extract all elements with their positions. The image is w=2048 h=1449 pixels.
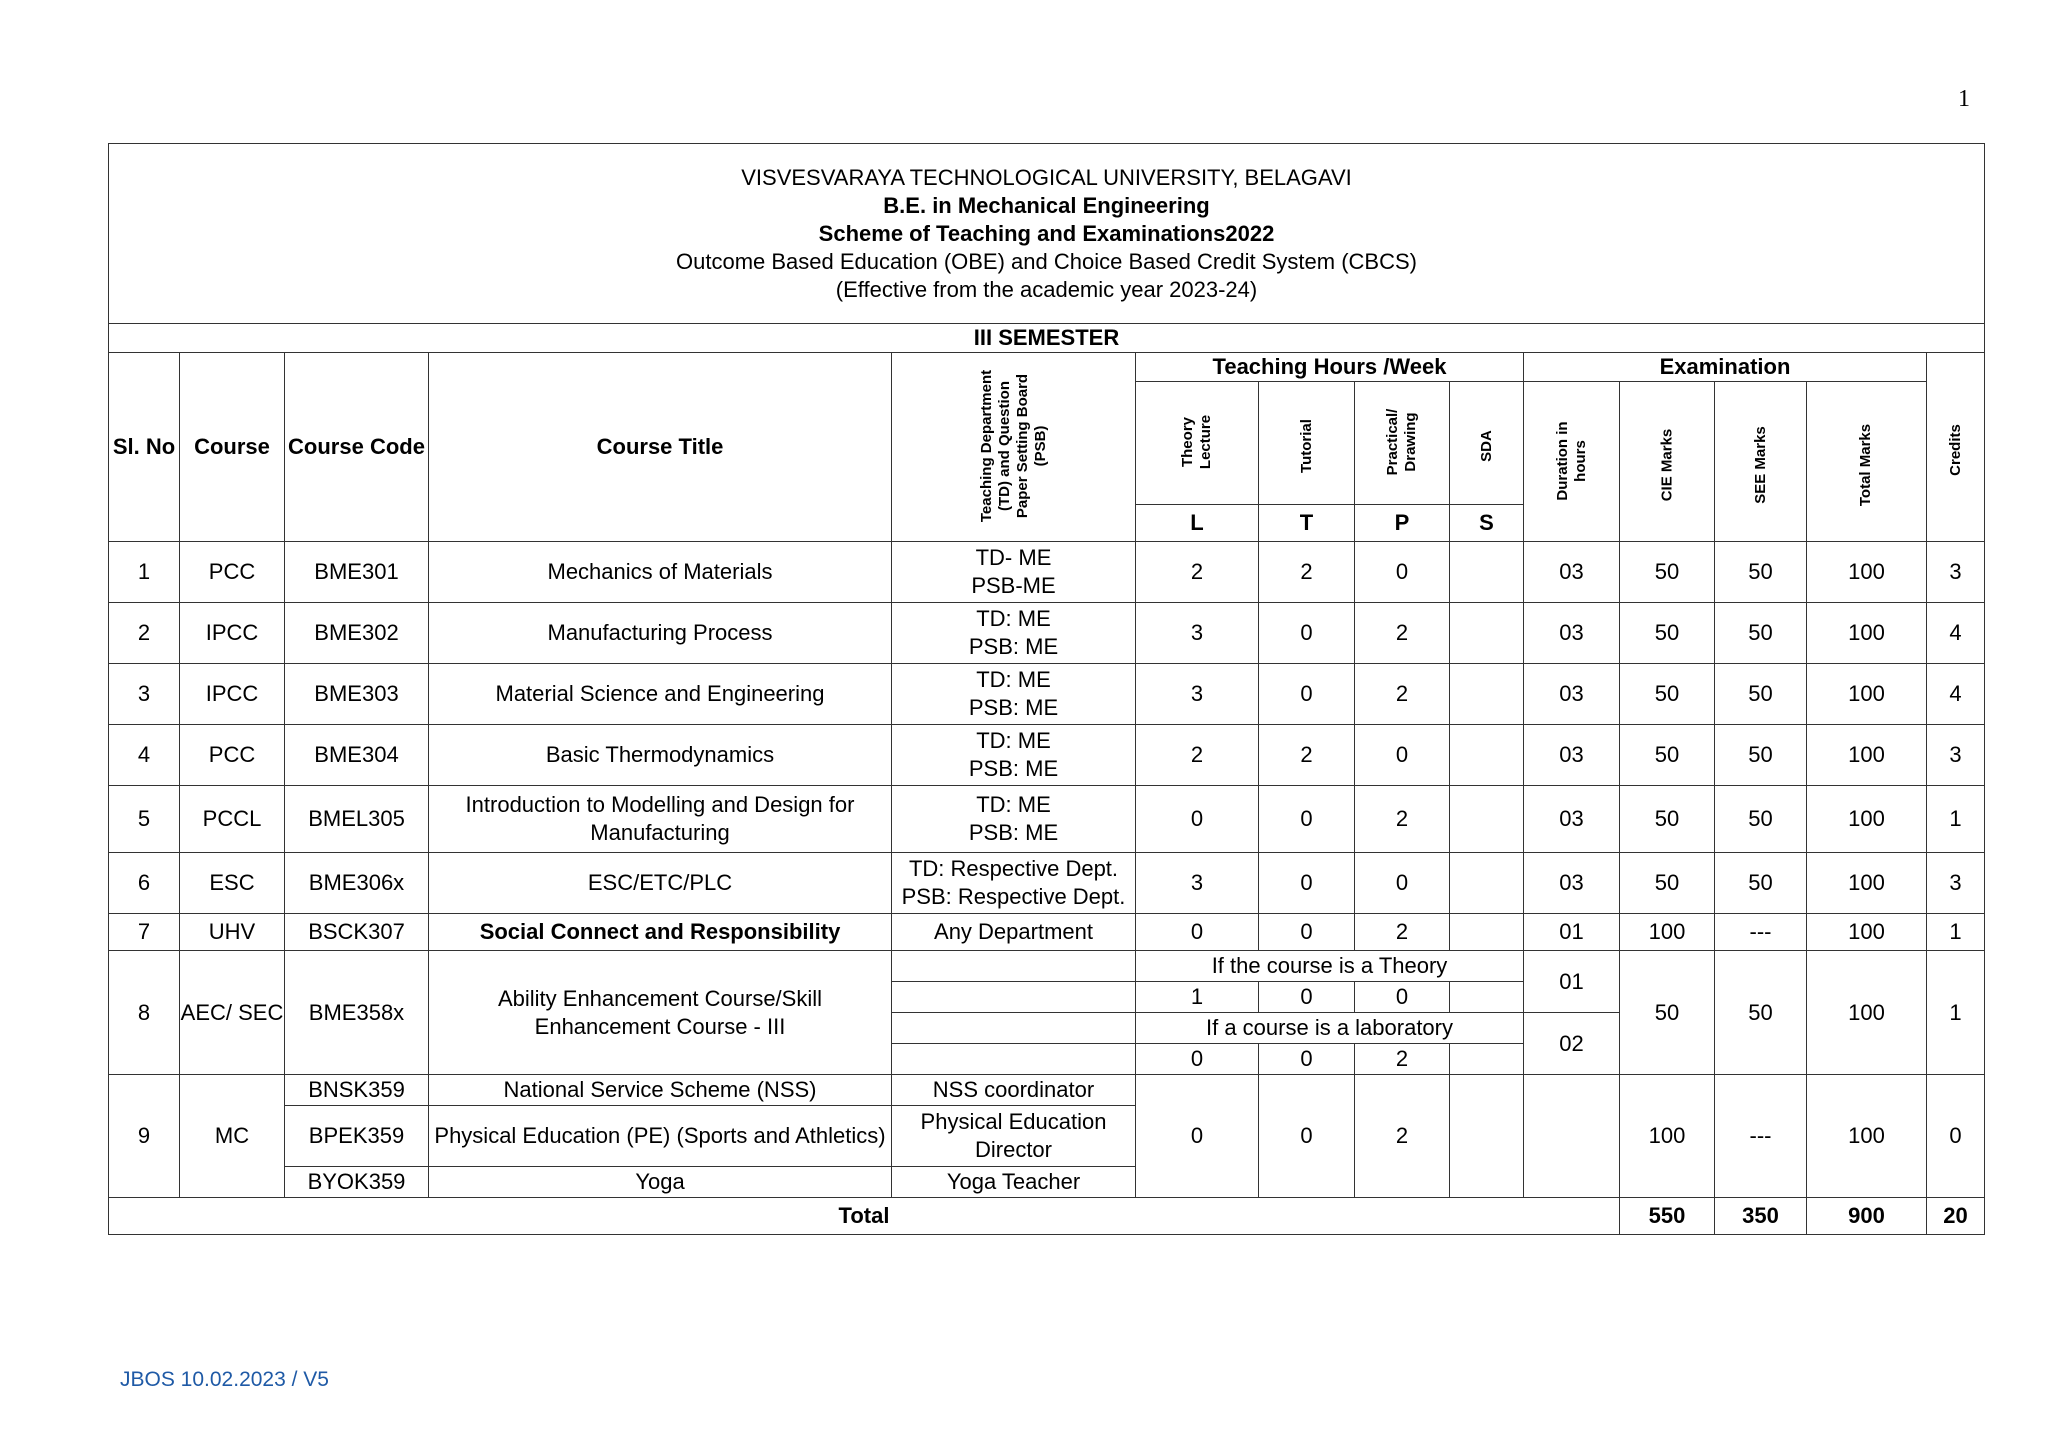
col-cie: CIE Marks — [1620, 382, 1715, 542]
course-code: BME304 — [285, 725, 429, 786]
total-marks: 100 — [1807, 786, 1927, 853]
duration: 03 — [1524, 725, 1620, 786]
course-type: MC — [180, 1075, 285, 1198]
teaching-dept: TD: ME PSB: ME — [892, 603, 1136, 664]
effective-year: (Effective from the academic year 2023-24) — [835, 276, 1258, 302]
hours-S — [1450, 664, 1524, 725]
duration-theory: 01 — [1524, 951, 1620, 1013]
course-title: ESC/ETC/PLC — [429, 853, 892, 914]
table-row — [109, 664, 1985, 725]
cie-marks: 100 — [1620, 1075, 1715, 1198]
teaching-dept: Any Department — [892, 914, 1136, 951]
total-marks: 100 — [1807, 664, 1927, 725]
theory-P: 0 — [1355, 982, 1450, 1013]
course-code: BME306x — [285, 853, 429, 914]
teaching-dept: Yoga Teacher — [892, 1167, 1136, 1198]
col-duration: Duration in hours — [1524, 382, 1620, 542]
hours-S — [1450, 603, 1524, 664]
total-credits: 20 — [1927, 1198, 1985, 1235]
hours-L: 3 — [1136, 664, 1259, 725]
hours-P: 2 — [1355, 603, 1450, 664]
col-tutorial: Tutorial — [1259, 382, 1355, 505]
course-title: Introduction to Modelling and Design for Manufacturing — [429, 786, 892, 853]
lab-note: If a course is a laboratory — [1136, 1013, 1524, 1044]
sl-no: 9 — [109, 1075, 180, 1198]
table-row — [109, 725, 1985, 786]
system-title: Outcome Based Education (OBE) and Choice Based Credit System (CBCS) — [676, 248, 1417, 274]
total-marks-sum: 900 — [1807, 1198, 1927, 1235]
col-course-title: Course Title — [429, 353, 892, 542]
credits: 0 — [1927, 1075, 1985, 1198]
hours-L: 0 — [1136, 786, 1259, 853]
teaching-dept: TD- ME PSB-ME — [892, 542, 1136, 603]
hours-S — [1450, 914, 1524, 951]
table-row — [109, 1075, 1985, 1106]
total-cie: 550 — [1620, 1198, 1715, 1235]
hours-T: 0 — [1259, 786, 1355, 853]
duration: 03 — [1524, 603, 1620, 664]
credits: 4 — [1927, 664, 1985, 725]
see-marks: 50 — [1715, 542, 1807, 603]
course-title: Yoga — [429, 1167, 892, 1198]
duration-lab: 02 — [1524, 1013, 1620, 1075]
hours-T: 0 — [1259, 1075, 1355, 1198]
credits: 1 — [1927, 951, 1985, 1075]
course-title: Basic Thermodynamics — [429, 725, 892, 786]
theory-S — [1450, 982, 1524, 1013]
see-marks: --- — [1715, 914, 1807, 951]
teaching-dept: TD: ME PSB: ME — [892, 786, 1136, 853]
cie-marks: 50 — [1620, 951, 1715, 1075]
course-title: Physical Education (PE) (Sports and Athletics) — [429, 1106, 892, 1167]
col-T: T — [1259, 505, 1355, 542]
table-row — [109, 853, 1985, 914]
course-type: IPCC — [180, 603, 285, 664]
hours-L: 2 — [1136, 725, 1259, 786]
col-S: S — [1450, 505, 1524, 542]
course-title: Social Connect and Responsibility — [429, 914, 892, 951]
total-marks: 100 — [1807, 542, 1927, 603]
col-total-marks: Total Marks — [1807, 382, 1927, 542]
total-marks: 100 — [1807, 1075, 1927, 1198]
course-type: PCC — [180, 725, 285, 786]
see-marks: 50 — [1715, 853, 1807, 914]
course-type: PCC — [180, 542, 285, 603]
col-credits: Credits — [1927, 353, 1985, 542]
lab-S — [1450, 1044, 1524, 1075]
hours-L: 0 — [1136, 914, 1259, 951]
col-theory: Theory Lecture — [1136, 382, 1259, 505]
totals-row — [109, 1198, 1985, 1235]
duration: 03 — [1524, 664, 1620, 725]
course-type: PCCL — [180, 786, 285, 853]
teaching-dept: Physical Education Director — [892, 1106, 1136, 1167]
scheme-title: Scheme of Teaching and Examinations2022 — [818, 220, 1275, 246]
hours-S — [1450, 786, 1524, 853]
total-marks: 100 — [1807, 725, 1927, 786]
table-row — [109, 542, 1985, 603]
course-title: Mechanics of Materials — [429, 542, 892, 603]
credits: 3 — [1927, 725, 1985, 786]
hours-P: 2 — [1355, 786, 1450, 853]
hours-S — [1450, 1075, 1524, 1198]
sl-no: 1 — [109, 542, 180, 603]
lab-L: 0 — [1136, 1044, 1259, 1075]
table-row — [109, 603, 1985, 664]
course-type: AEC/ SEC — [180, 951, 285, 1075]
total-see: 350 — [1715, 1198, 1807, 1235]
col-practical: Practical/ Drawing — [1355, 382, 1450, 505]
col-course: Course — [180, 353, 285, 542]
total-marks: 100 — [1807, 914, 1927, 951]
semester-label: III SEMESTER — [109, 324, 1985, 353]
table-header — [109, 144, 1985, 324]
hours-L: 2 — [1136, 542, 1259, 603]
sl-no: 8 — [109, 951, 180, 1075]
course-code: BME303 — [285, 664, 429, 725]
credits: 1 — [1927, 786, 1985, 853]
hours-T: 0 — [1259, 853, 1355, 914]
teaching-dept: TD: ME PSB: ME — [892, 664, 1136, 725]
hours-S — [1450, 853, 1524, 914]
teaching-dept: TD: ME PSB: ME — [892, 725, 1136, 786]
hours-P: 2 — [1355, 664, 1450, 725]
theory-note: If the course is a Theory — [1136, 951, 1524, 982]
duration: 01 — [1524, 914, 1620, 951]
hours-L: 3 — [1136, 853, 1259, 914]
hours-S — [1450, 542, 1524, 603]
hours-P: 2 — [1355, 914, 1450, 951]
duration: 03 — [1524, 786, 1620, 853]
cie-marks: 50 — [1620, 603, 1715, 664]
course-code: BNSK359 — [285, 1075, 429, 1106]
hours-P: 2 — [1355, 1075, 1450, 1198]
sl-no: 6 — [109, 853, 180, 914]
col-P: P — [1355, 505, 1450, 542]
teaching-dept: NSS coordinator — [892, 1075, 1136, 1106]
duration — [1524, 1075, 1620, 1198]
col-group-teaching-hours: Teaching Hours /Week — [1136, 353, 1524, 382]
course-code: BSCK307 — [285, 914, 429, 951]
course-title: National Service Scheme (NSS) — [429, 1075, 892, 1106]
course-code: BME302 — [285, 603, 429, 664]
sl-no: 2 — [109, 603, 180, 664]
cie-marks: 100 — [1620, 914, 1715, 951]
footer-version: JBOS 10.02.2023 / V5 — [120, 1368, 329, 1391]
hours-P: 0 — [1355, 853, 1450, 914]
table-row — [109, 914, 1985, 951]
teaching-dept-empty — [892, 1013, 1136, 1044]
scheme-table — [108, 143, 1985, 1235]
teaching-dept: TD: Respective Dept. PSB: Respective Dept. — [892, 853, 1136, 914]
sl-no: 3 — [109, 664, 180, 725]
course-code: BPEK359 — [285, 1106, 429, 1167]
sl-no: 4 — [109, 725, 180, 786]
hours-P: 0 — [1355, 542, 1450, 603]
course-code: BMEL305 — [285, 786, 429, 853]
col-sda: SDA — [1450, 382, 1524, 505]
hours-T: 0 — [1259, 914, 1355, 951]
col-teaching-dept: Teaching Department (TD) and Question Paper Setting Board (PSB) — [892, 353, 1136, 542]
teaching-dept-empty — [892, 982, 1136, 1013]
total-marks: 100 — [1807, 853, 1927, 914]
course-title: Material Science and Engineering — [429, 664, 892, 725]
see-marks: 50 — [1715, 664, 1807, 725]
see-marks: 50 — [1715, 725, 1807, 786]
hours-L: 3 — [1136, 603, 1259, 664]
total-marks: 100 — [1807, 603, 1927, 664]
course-type: ESC — [180, 853, 285, 914]
cie-marks: 50 — [1620, 542, 1715, 603]
hours-T: 2 — [1259, 542, 1355, 603]
theory-T: 0 — [1259, 982, 1355, 1013]
see-marks: 50 — [1715, 951, 1807, 1075]
col-L: L — [1136, 505, 1259, 542]
credits: 3 — [1927, 542, 1985, 603]
lab-T: 0 — [1259, 1044, 1355, 1075]
lab-P: 2 — [1355, 1044, 1450, 1075]
cie-marks: 50 — [1620, 725, 1715, 786]
col-group-examination: Examination — [1524, 353, 1927, 382]
course-type: IPCC — [180, 664, 285, 725]
duration: 03 — [1524, 542, 1620, 603]
hours-T: 2 — [1259, 725, 1355, 786]
hours-T: 0 — [1259, 664, 1355, 725]
credits: 4 — [1927, 603, 1985, 664]
total-marks: 100 — [1807, 951, 1927, 1075]
see-marks: --- — [1715, 1075, 1807, 1198]
table-row — [109, 786, 1985, 853]
hours-T: 0 — [1259, 603, 1355, 664]
theory-L: 1 — [1136, 982, 1259, 1013]
course-code: BME358x — [285, 951, 429, 1075]
teaching-dept-empty — [892, 1044, 1136, 1075]
duration: 03 — [1524, 853, 1620, 914]
page-number: 1 — [1958, 86, 1970, 112]
see-marks: 50 — [1715, 603, 1807, 664]
col-see: SEE Marks — [1715, 382, 1807, 542]
teaching-dept-empty — [892, 951, 1136, 982]
credits: 3 — [1927, 853, 1985, 914]
see-marks: 50 — [1715, 786, 1807, 853]
hours-L: 0 — [1136, 1075, 1259, 1198]
sl-no: 5 — [109, 786, 180, 853]
col-sl-no: Sl. No — [109, 353, 180, 542]
university-name: VISVESVARAYA TECHNOLOGICAL UNIVERSITY, BELAGAVI — [741, 164, 1352, 190]
course-code: BME301 — [285, 542, 429, 603]
hours-S — [1450, 725, 1524, 786]
cie-marks: 50 — [1620, 664, 1715, 725]
total-label: Total — [109, 1198, 1620, 1235]
hours-P: 0 — [1355, 725, 1450, 786]
cie-marks: 50 — [1620, 786, 1715, 853]
table-row — [109, 951, 1985, 982]
course-title: Ability Enhancement Course/Skill Enhancement Course - III — [429, 951, 892, 1075]
degree-title: B.E. in Mechanical Engineering — [883, 192, 1210, 218]
cie-marks: 50 — [1620, 853, 1715, 914]
sl-no: 7 — [109, 914, 180, 951]
credits: 1 — [1927, 914, 1985, 951]
course-type: UHV — [180, 914, 285, 951]
course-code: BYOK359 — [285, 1167, 429, 1198]
course-title: Manufacturing Process — [429, 603, 892, 664]
col-course-code: Course Code — [285, 353, 429, 542]
